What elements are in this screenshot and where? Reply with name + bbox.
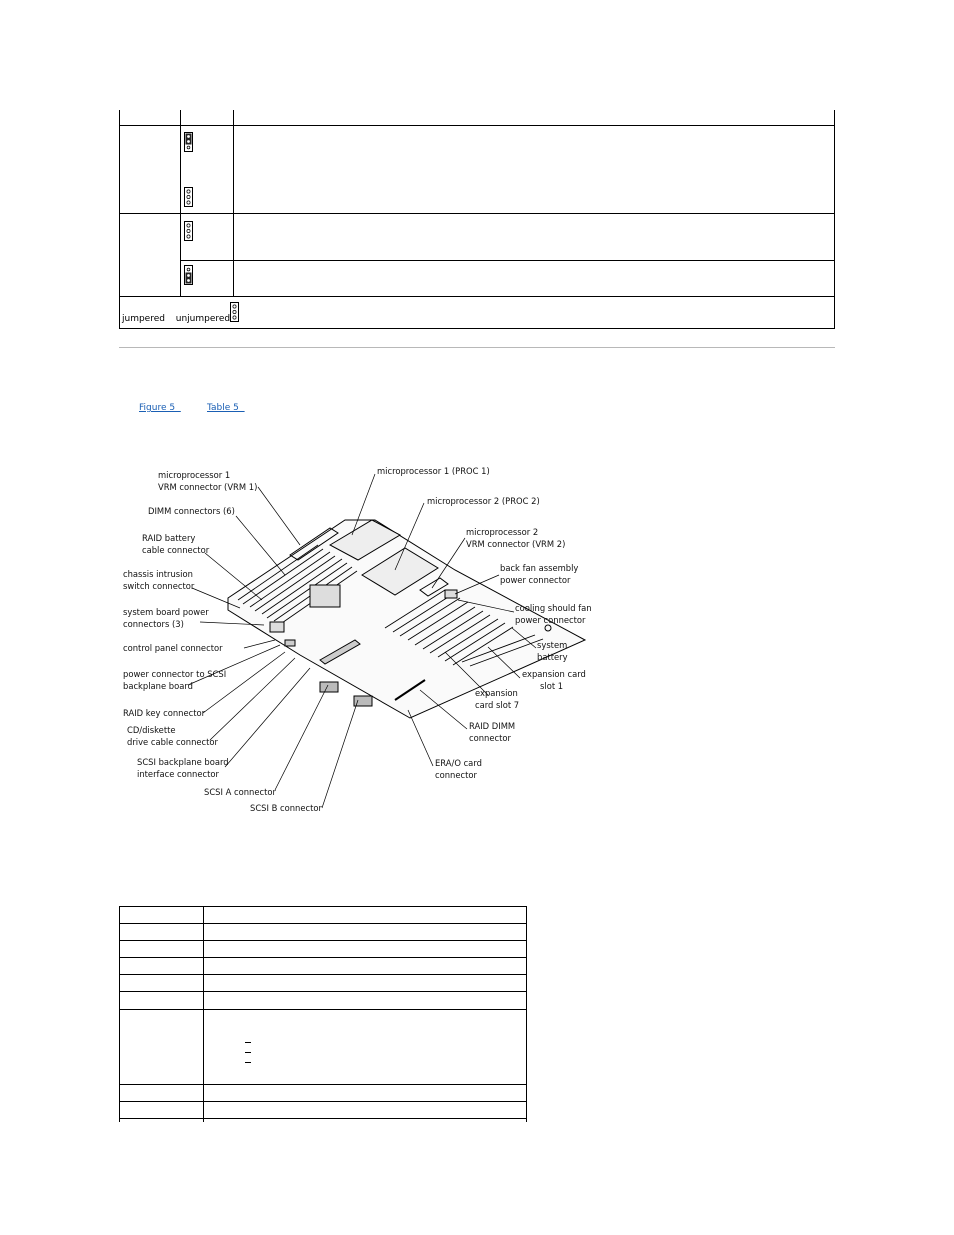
label-sb-power-line1: system board power — [123, 607, 209, 617]
label-vrm1-line2: VRM connector (VRM 1) — [158, 482, 258, 492]
label-scsi-bp-line2: interface connector — [137, 769, 219, 779]
table-5-link[interactable]: Table 5 — [207, 403, 245, 413]
label-raid-battery-line1: RAID battery — [142, 533, 196, 543]
list-bullet — [245, 1042, 251, 1043]
unjumpered-label: unjumpered — [175, 314, 231, 324]
label-vrm2-line1: microprocessor 2 — [466, 527, 539, 537]
label-erao-line1: ERA/O card — [435, 758, 482, 768]
jumpered-label: jumpered — [122, 314, 165, 324]
figure-5-link[interactable]: Figure 5 — [139, 403, 181, 413]
label-control-panel: control panel connector — [123, 643, 223, 653]
label-raid-dimm-line1: RAID DIMM — [469, 721, 516, 731]
label-scsi-b: SCSI B connector — [250, 803, 322, 813]
label-raid-battery-line2: cable connector — [142, 545, 210, 555]
label-raid-dimm-line2: connector — [469, 733, 511, 743]
label-slot7-line1: expansion — [475, 688, 518, 698]
label-cd-line2: drive cable connector — [127, 737, 219, 747]
label-cooling-line2: power connector — [515, 615, 586, 625]
label-raid-key: RAID key connector — [123, 708, 206, 718]
label-scsi-bp-line1: SCSI backplane board — [137, 757, 229, 767]
label-erao-line2: connector — [435, 770, 477, 780]
label-cooling-line1: cooling should fan — [515, 603, 592, 613]
list-bullet — [245, 1062, 251, 1063]
label-backfan-line1: back fan assembly — [500, 563, 579, 573]
connector-table — [119, 906, 527, 1122]
label-intrusion-line1: chassis intrusion — [123, 569, 193, 579]
label-proc1: microprocessor 1 (PROC 1) — [377, 466, 490, 476]
label-vrm2-line2: VRM connector (VRM 2) — [466, 539, 566, 549]
label-scsi-a: SCSI A connector — [204, 787, 276, 797]
label-slot1-line1: expansion card — [522, 669, 586, 679]
label-proc2: microprocessor 2 (PROC 2) — [427, 496, 540, 506]
label-dimm-connectors: DIMM connectors (6) — [148, 506, 235, 516]
label-scsi-power-line2: backplane board — [123, 681, 193, 691]
label-vrm1-line1: microprocessor 1 — [158, 470, 231, 480]
label-cd-line1: CD/diskette — [127, 725, 176, 735]
label-intrusion-line2: switch connector — [123, 581, 195, 591]
list-bullet — [245, 1052, 251, 1053]
label-battery-line2: battery — [537, 652, 568, 662]
label-slot1-line2: slot 1 — [540, 681, 564, 691]
label-slot7-line2: card slot 7 — [475, 700, 520, 710]
label-backfan-line2: power connector — [500, 575, 571, 585]
label-sb-power-line2: connectors (3) — [123, 619, 184, 629]
label-battery-line1: system — [537, 640, 568, 650]
label-scsi-power-line1: power connector to SCSI — [123, 669, 227, 679]
